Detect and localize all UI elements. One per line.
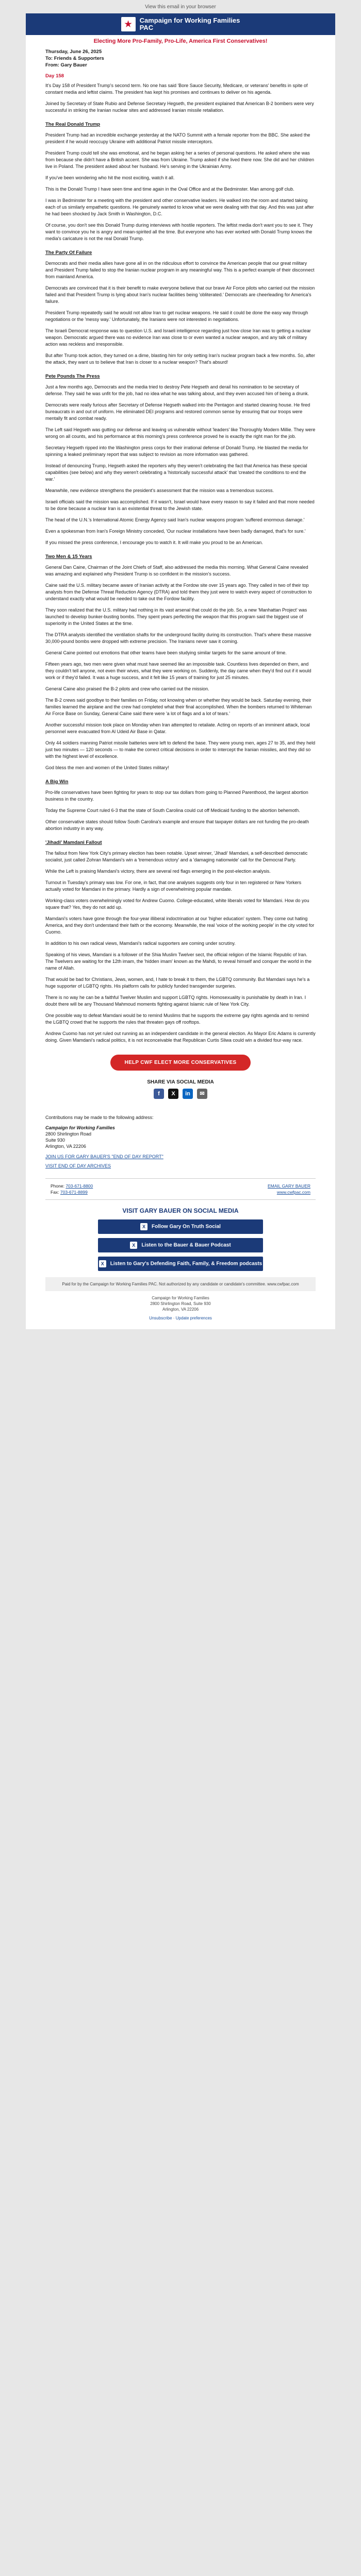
section-paragraph: General Dan Caine, Chairman of the Joint Chiefs of Staff, also addressed the media this morning. What General Caine revealed was amazing and explained why President Trump is so confident in the mission's success. xyxy=(45,565,308,577)
section-paragraph: Fifteen years ago, two men were given what must have seemed like an impossible task. Countless lives depended on them, and they couldn't tell anyone, not even their wives, what they were working on. Suddenly, the day came when they'd find out if it would work or if they'd failed. It was a huge success, and it felt like 15 years of training for just 25 minutes. xyxy=(45,662,311,680)
podcast-icon: X xyxy=(99,1260,106,1267)
section-paragraph: Meanwhile, new evidence strengthens the president's assessment that the mission was a tremendous success. xyxy=(45,488,274,493)
section-paragraph: The fallout from New York City's primary election has been notable. Upset winner, 'Jihadi' Mamdani, a self-described democratic socialist, just called Zohran Mamdani's win a 'tremendous victory' and a 'damaging nationwide' call for the Democrat Party. xyxy=(45,851,308,862)
section-paragraph: There is no way he can be a faithful Twelver Muslim and support LGBTQ rights. Homosexuality is punishable by death in Iran. I doubt there will be any Thousand Mahmoud moments fighting against Islamic rule of New York City. xyxy=(45,995,306,1007)
phone-label: Phone: xyxy=(51,1183,64,1189)
sections xyxy=(45,121,316,1044)
section-heading: The Party Of Failure xyxy=(45,250,92,256)
social-button-faith-podcast[interactable] xyxy=(98,1257,263,1271)
day-title: Day 158 xyxy=(45,73,64,79)
section-paragraph: Secretary Hegseth ripped into the Washington press corps for their irrational defense of Donald Trump. He blasted the media for spinning a leaked preliminary report that was subject to revision as more information was gathered. xyxy=(45,445,308,457)
section-paragraph: I was in Bedminster for a meeting with the president and other conservative leaders. He walked into the room and started taking each of us similarly empathetic questions. He genuinely wanted to know what we were dealing with that day. And this was just after he had been shocked by Jack Smith in Washington, D.C. xyxy=(45,198,314,216)
section-paragraph: The DTRA analysts identified the ventilation shafts for the underground facility during its construction. That's where these massive 30,000-pound bombs were dropped with extreme precision. The Iranians never saw it coming. xyxy=(45,632,311,644)
banner-text xyxy=(140,17,240,31)
social-button-podcast[interactable] xyxy=(98,1238,263,1252)
top-bar xyxy=(0,0,361,13)
section-paragraph: The Israeli Democrat response was to question U.S. and Israeli intelligence regarding just how close Iran was to getting a nuclear weapon. Democratic argued there was no evidence Iran was close to or even wanted a nuclear weapon, and any talk of military action was reckless and irresponsible. xyxy=(45,328,311,347)
section-paragraph: Only 44 soldiers manning Patriot missile batteries were left to defend the base. They were young men, ages 27 to 35, and they held just two minutes — 120 seconds — to make the correct critical decisions in order to intercept the Iranian missiles, and they did so with the highest level of excellence. xyxy=(45,740,316,759)
read-report-link[interactable]: JOIN US FOR GARY BAUER'S "END OF DAY REPORT" xyxy=(45,1154,163,1159)
section-paragraph: Working-class voters overwhelmingly voted for Andrew Cuomo. College-educated, white liberals voted for Mamdani. How do you square that? Yes, they do not add up. xyxy=(45,898,309,910)
org-name: Campaign for Working Families xyxy=(45,1125,115,1130)
website-link[interactable]: www.cwfpac.com xyxy=(276,1190,310,1195)
share-label: SHARE VIA SOCIAL MEDIA xyxy=(147,1079,214,1085)
meta-date: Thursday, June 26, 2025 xyxy=(45,49,102,55)
share-icons xyxy=(45,1089,316,1099)
section-paragraph: Speaking of his views, Mamdani is a follower of the Shia Muslim Twelver sect, the official religion of the Islamic Republic of Iran. The Twelvers are waiting for the 12th imam, the 'hidden imam' known as the Mahdi, to reveal himself and conquer the world in the name of Allah. xyxy=(45,952,312,971)
banner-line1: Campaign for Working Families xyxy=(139,16,240,24)
section-paragraph: Caine said the U.S. military became aware of Iranian activity at the Fordow site over 15 years ago. They called in two of their top analysts from the Defense Threat Reduction Agency (DTRA) and told them they just were to watch every aspect of construction to understand exactly what would be needed to take out the Fordow facility. xyxy=(45,583,312,601)
meta-to: To: Friends & Supporters xyxy=(45,56,104,61)
addr2: Suite 930 xyxy=(45,1138,65,1143)
section-paragraph: Pro-life conservatives have been fighting for years to stop our tax dollars from going to Planned Parenthood, the largest abortion business in the country. xyxy=(45,790,308,802)
section-paragraph: President Trump could tell she was emotional, and he began asking her a series of personal questions. He asked where she was from because she didn't have a British accent. She was from Ukraine. Trump asked if she lived there now. She did and her children live in Poland. The president asked about her husband. He's serving in the Ukrainian Army. xyxy=(45,150,314,169)
small-footer: Campaign for Working Families 2800 Shirlington Road, Suite 930 Arlington, VA 22206 Unsubscribe · Update preferences xyxy=(26,1291,335,1329)
contrib-text: Contributions may be made to the following address: xyxy=(45,1115,154,1120)
donate-wrap xyxy=(45,1048,316,1074)
cwf-logo-icon: ★ xyxy=(121,17,136,31)
section-paragraph: Turnout in Tuesday's primary was low. For one, in fact, that one analyses suggests only four in ten registered or New Yorkers actually voted for Mamdani in the primary. Hardly a sign of overwhelming popular mandate. xyxy=(45,880,302,892)
social-label: Follow Gary On Truth Social xyxy=(152,1224,221,1230)
article-body xyxy=(26,45,335,1112)
banner xyxy=(26,13,335,35)
phone-block xyxy=(51,1183,180,1195)
section-paragraph: Israeli officials said the mission was accomplished. If it wasn't, Israel would have every reason to say it failed and that more needed to be done because a nuclear Iran is an existential threat to the Jewish state. xyxy=(45,499,315,511)
section-paragraph: Mamdani's voters have gone through the four-year illiberal indoctrination at our 'higher education' system. They come out hating America, and they don't understand their faith or the economy. Meanwhile, the real 'voice of the working people' in the city voted for Cuomo. xyxy=(45,916,315,935)
visit-archives-link[interactable]: VISIT END OF DAY ARCHIVES xyxy=(45,1163,111,1168)
section-paragraph: Of course, you don't see this Donald Trump during interviews with hostile reporters. The leftist media don't want you to see it. They want to convince you he is angry and mean-spirited all the time. But everyone who has ever worked with Donald Trump knows the media's caricature is not the real Donald Trump. xyxy=(45,223,313,241)
section-paragraph: Just a few months ago, Democrats and the media tried to destroy Pete Hegseth and derail his nomination to be secretary of defense. They said he was unfit for the job, had no idea what he was talking about, and they even accused him of being a drunk. xyxy=(45,384,309,396)
intro-para: It's Day 158 of President Trump's second term. No one has said 'Bore Sauce Security, Medicare, or veterans' benefits in spite of constant media and leftist claims. The president has kept his promises and continues to deliver on his agenda. xyxy=(45,83,308,95)
section-paragraph: The Left said Hegseth was gutting our defense and leaving us vulnerable without 'leaders' like Thoroughly Modern Millie. They were wrong on all counts, and his performance at this morning's press conference proved he is exactly the right man for the job. xyxy=(45,427,316,439)
section-paragraph: That would be bad for Christians, Jews, women, and, I hate to break it to them, the LGBTQ community. But Mamdani says he's a huge supporter of LGBTQ rights. His platform calls for publicly funded transgender surgeries. xyxy=(45,977,310,989)
section-heading: A Big Win xyxy=(45,779,69,785)
section-paragraph: Today the Supreme Court ruled 6-3 that the state of South Carolina could cut off Medicaid funding to the abortion behemoth. xyxy=(45,808,300,813)
section-heading: Pete Pounds The Press xyxy=(45,374,100,379)
truth-social-icon: X xyxy=(140,1223,147,1230)
email-container xyxy=(26,13,335,1329)
section-heading: 'Jihadi' Mamdani Fallout xyxy=(45,840,102,845)
social-label: Listen to Gary's Defending Faith, Family, & Freedom podcasts xyxy=(110,1261,262,1267)
section-paragraph: Democrats are convinced that it is their benefit to make everyone believe that our brave Air Force pilots who carried out the mission failed and that President Trump is lying about Iran's nuclear facilities being 'obliterated.' Democrats are cheerleading for America's failure. xyxy=(45,285,315,304)
tagline: Electing More Pro-Family, Pro-Life, America First Conservatives! xyxy=(93,38,268,44)
section-paragraph: If you missed the press conference, I encourage you to watch it. It will make you proud to be an American. xyxy=(45,540,263,545)
section-heading: Two Men & 15 Years xyxy=(45,554,92,560)
section-paragraph: Another successful mission took place on Monday when Iran attempted to retaliate. Acting on reports of an imminent attack, local personnel were evacuated from Al Udeid Air Base in Qatar. xyxy=(45,722,310,734)
section-paragraph: God bless the men and women of the United States military! xyxy=(45,765,169,770)
meta-from: From: Gary Bauer xyxy=(45,62,87,68)
section-heading: The Real Donald Trump xyxy=(45,122,101,127)
section-paragraph: Other conservative states should follow South Carolina's example and ensure that taxpayer dollars are not funding the pro-death abortion industry in any way. xyxy=(45,819,309,831)
podcast-icon: X xyxy=(130,1242,137,1249)
visit-social-title: VISIT GARY BAUER ON SOCIAL MEDIA xyxy=(122,1207,239,1214)
update-preferences-link[interactable]: Update preferences xyxy=(175,1316,212,1320)
section-paragraph: General Caine also praised the B-2 pilots and crew who carried out the mission. xyxy=(45,686,209,691)
section-paragraph: The B-2 crews said goodbye to their families on Friday, not knowing when or whether they would be back. Saturday evening, their families learned the airplane and the crew had completed what their final accomplished. When the bombers returned to Whiteman Air Force Base on Sunday, General Caine said there were 'a lot of flags and a lot of tears.' xyxy=(45,698,312,716)
web-block xyxy=(180,1183,310,1195)
linkedin-icon[interactable]: in xyxy=(183,1089,193,1099)
x-twitter-icon[interactable]: X xyxy=(168,1089,178,1099)
unsubscribe-link[interactable]: Unsubscribe xyxy=(149,1316,172,1320)
addr3: Arlington, VA 22206 xyxy=(45,1144,86,1149)
section-paragraph: President Trump repeatedly said he would not allow Iran to get nuclear weapons. He said it could be done the easy way through negotiations or the 'messy way.' Unfortunately, the Iranians were not interested in negotiations. xyxy=(45,310,308,322)
addr1: 2800 Shirlington Road xyxy=(45,1131,92,1137)
section-paragraph: General Caine pointed out emotions that other teams have been studying similar targets for the same amount of time. xyxy=(45,650,287,655)
banner-line2: PAC xyxy=(139,24,154,31)
section-paragraph: Even a spokesman from Iran's Foreign Ministry conceded, 'Our nuclear installations have been badly damaged, that's for sure.' xyxy=(45,529,306,534)
foot-line3: Arlington, VA 22206 xyxy=(162,1307,199,1312)
social-button-truth[interactable] xyxy=(98,1219,263,1234)
foot-line1: Campaign for Working Families xyxy=(152,1296,209,1300)
phone-link[interactable]: 703-671-8800 xyxy=(65,1183,93,1189)
section-paragraph: Democrats and their media allies have gone all in on the ridiculous effort to convince the American people that our great military and President Trump failed to stop the Iranian nuclear program in any meaningful way. This is a perfect example of their disconnect from mainland America. xyxy=(45,261,315,279)
donate-button[interactable]: HELP CWF ELECT MORE CONSERVATIVES xyxy=(110,1055,251,1071)
section-paragraph: While the Left is praising Mamdani's victory, there are several red flags emerging in the post-election analysis. xyxy=(45,869,271,874)
section-paragraph: This is the Donald Trump I have seen time and time again in the Oval Office and at the Bedminster. Man among golf club. xyxy=(45,187,294,192)
foot-line2: 2800 Shirlington Road, Suite 930 xyxy=(150,1301,211,1306)
footer-block xyxy=(26,1112,335,1175)
disclaimer: Paid for by the Campaign for Working Families PAC. Not authorized by any candidate or candidate's committee. www.cwfpac.com xyxy=(45,1277,316,1291)
social-label: Listen to the Bauer & Bauer Podcast xyxy=(141,1242,231,1248)
facebook-icon[interactable]: f xyxy=(154,1089,164,1099)
section-paragraph: The head of the U.N.'s International Atomic Energy Agency said Iran's nuclear weapons program 'suffered enormous damage.' xyxy=(45,517,305,522)
fax-link[interactable]: 703-671-8899 xyxy=(60,1190,88,1195)
section-paragraph: One possible way to defeat Mamdani would be to remind Muslims that he supports the extreme gay rights agenda and to remind the LGBTQ crowd that he supports the rules that threaten gays off rooftops. xyxy=(45,1013,309,1025)
section-paragraph: Democrats were really furious after Secretary of Defense Hegseth walked into the Pentagon and started cleaning house. He fired bureaucrats in and out of uniform. He eliminated DEI programs and restored common sense by ensuring that our troops were mentally fit and combat ready. xyxy=(45,402,310,421)
section-paragraph: If you've been wondering who hit the most exciting, watch it all. xyxy=(45,175,175,180)
intro-para: Joined by Secretary of State Rubio and Defense Secretary Hegseth, the president explained that American B-2 bombers were very successful in striking the Iranian nuclear sites and addressed Iranian missile retaliation. xyxy=(45,101,314,113)
section-paragraph: President Trump had an incredible exchange yesterday at the NATO Summit with a female reporter from the BBC. She asked the president if he would reoccupy Ukraine with additional Patriot missile interceptors. xyxy=(45,132,310,144)
email-gary-link[interactable]: EMAIL GARY BAUER xyxy=(268,1183,310,1189)
email-icon[interactable]: ✉ xyxy=(197,1089,207,1099)
fax-label: Fax: xyxy=(51,1190,59,1195)
banner-logo[interactable] xyxy=(121,17,240,31)
section-paragraph: Andrew Cuomo has not yet ruled out running as an independent candidate in the general election. As Mayor Eric Adams is currently doing. Given Mamdani's radical politics, it is not inconceivable that Republican Curtis Sliwa could win a divided four-way race. xyxy=(45,1031,316,1043)
section-paragraph: In addition to his own radical views, Mamdani's radical supporters are coming under scrutiny. xyxy=(45,941,236,946)
view-in-browser-text: View this email in your browser xyxy=(145,4,216,10)
contacts xyxy=(45,1178,316,1200)
section-paragraph: But after Trump took action, they turned on a dime, blasting him for only setting Iran's nuclear program back a few months. So, after the attack, they want us to believe that Iran is closer to a nuclear weapon? That's absurd! xyxy=(45,353,315,365)
section-paragraph: They soon realized that the U.S. military had nothing in its vast arsenal that could do the job. So, a new 'Manhattan Project' was launched to develop bunker-busting bombs. They spent years perfecting the weapon that this program said the biggest use of superiority in the United States at the time. xyxy=(45,607,307,626)
section-paragraph: Instead of denouncing Trump, Hegseth asked the reporters why they weren't celebrating the fact that America has these special capabilities (see below) and why they weren't celebrating a 'historically successful attack' that 'created the conditions to end the war.' xyxy=(45,463,307,482)
